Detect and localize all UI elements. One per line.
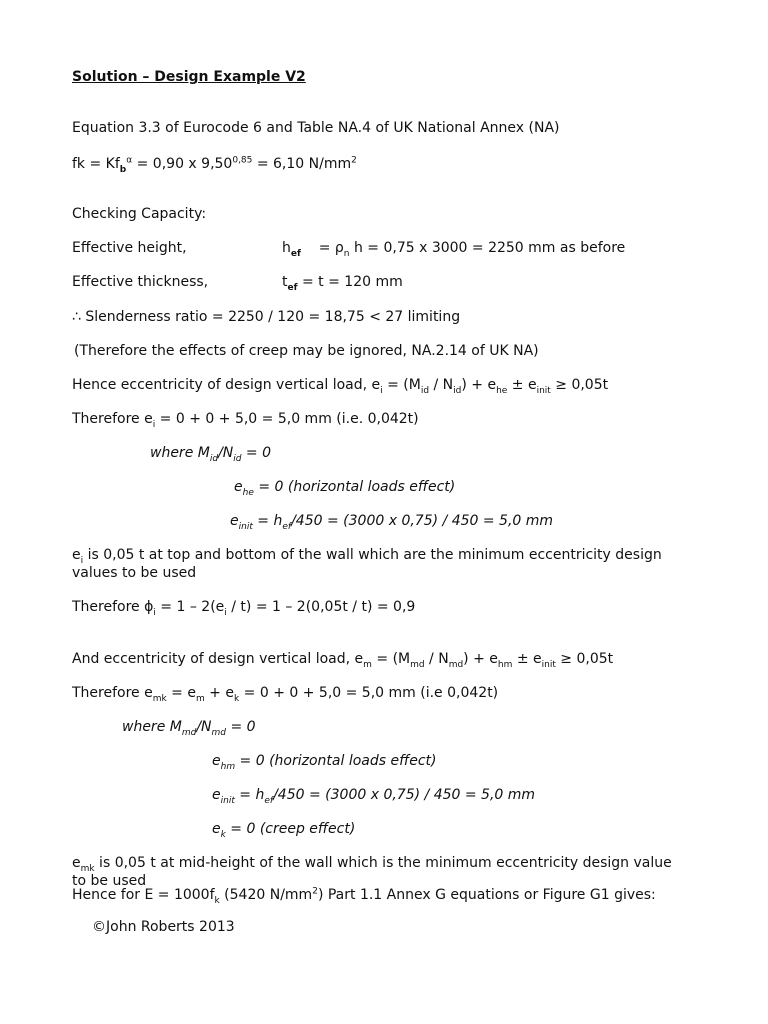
page-title: Solution – Design Example V2 bbox=[72, 69, 306, 85]
where-md-line: where $M_{md}/N_{md} = 0$ bbox=[122, 719, 256, 738]
slenderness-line: ∴ Slenderness ratio = 2250 / 120 = 18,75 < 27 limiting bbox=[72, 309, 461, 325]
where-mid-line: where $M_{id}/N_{id} = 0$ bbox=[150, 445, 272, 464]
eff-height-eq: $h_{ef}$ = $\rho_n$ h = 0,75 x 3000 = 2250 mm as before bbox=[282, 240, 626, 259]
copyright: ©John Roberts 2013 bbox=[92, 919, 235, 935]
ei-value-line: Therefore $e_i = 0 + 0 + 5,0 = 5,0$ mm (i.e. 0,042t) bbox=[72, 411, 419, 430]
einit-line-2: $e_{init} = h_{ef}/450 = (3000$ x 0,75) / 450 = 5,0 mm bbox=[212, 787, 536, 806]
eff-height-label: Effective height, bbox=[72, 240, 187, 256]
emk-note: $e_{mk}$ is 0,05 t at mid-height of the wall which is the minimum eccentricity design value to be used bbox=[72, 855, 672, 889]
ei-note: $e_i$ is 0,05 t at top and bottom of the wall which are the minimum eccentricity design values to be used bbox=[72, 547, 662, 581]
ehm-line: $e_{hm} = 0$ (horizontal loads effect) bbox=[212, 753, 437, 772]
intro-text: Equation 3.3 of Eurocode 6 and Table NA.4 of UK National Annex (NA) bbox=[72, 120, 560, 136]
phi-line: Therefore $\phi_i = 1 - 2(e_i / t) = 1 - 2(0,05t / t) = 0,9$ bbox=[72, 599, 416, 618]
emk-value-line: Therefore $e_{mk} = e_m + e_k = 0 + 0 + 5,0 = 5,0$ mm (i.e 0,042t) bbox=[72, 685, 499, 704]
ek-line: $e_k = 0$ (creep effect) bbox=[212, 821, 356, 840]
creep-note: (Therefore the effects of creep may be ignored, NA.2.14 of UK NA) bbox=[74, 343, 539, 359]
checking-heading: Checking Capacity: bbox=[72, 206, 207, 222]
einit-line-1: $e_{init} = h_{ef}/450 = (3000$ x 0,75) / 450 = 5,0 mm bbox=[230, 513, 554, 532]
ehe-line: $e_{he} = 0$ (horizontal loads effect) bbox=[234, 479, 456, 498]
fk-equation: fk = $Kf_b^\alpha = 0,90$ x $9,50^{0,85} = 6,10$ $N/mm^2$ bbox=[72, 155, 357, 175]
eff-thick-eq: $t_{ef} = t = 120$ mm bbox=[282, 274, 403, 293]
hence-e-line: Hence for $E = 1000f_k$ (5420 $N/mm^2$) Part 1.1 Annex G equations or Figure G1 gives: bbox=[72, 886, 656, 906]
ecc-top-line: Hence eccentricity of design vertical load, $e_i = (M_{id} / N_{id}) + e_{he} \pm e_{init} \ge 0,05t$ bbox=[72, 377, 609, 396]
eff-thick-label: Effective thickness, bbox=[72, 274, 209, 290]
ecc-mid-line: And eccentricity of design vertical load, $e_m = (M_{md} / N_{md}) + e_{hm} \pm e_{init} \ge 0,05t$ bbox=[72, 651, 614, 670]
